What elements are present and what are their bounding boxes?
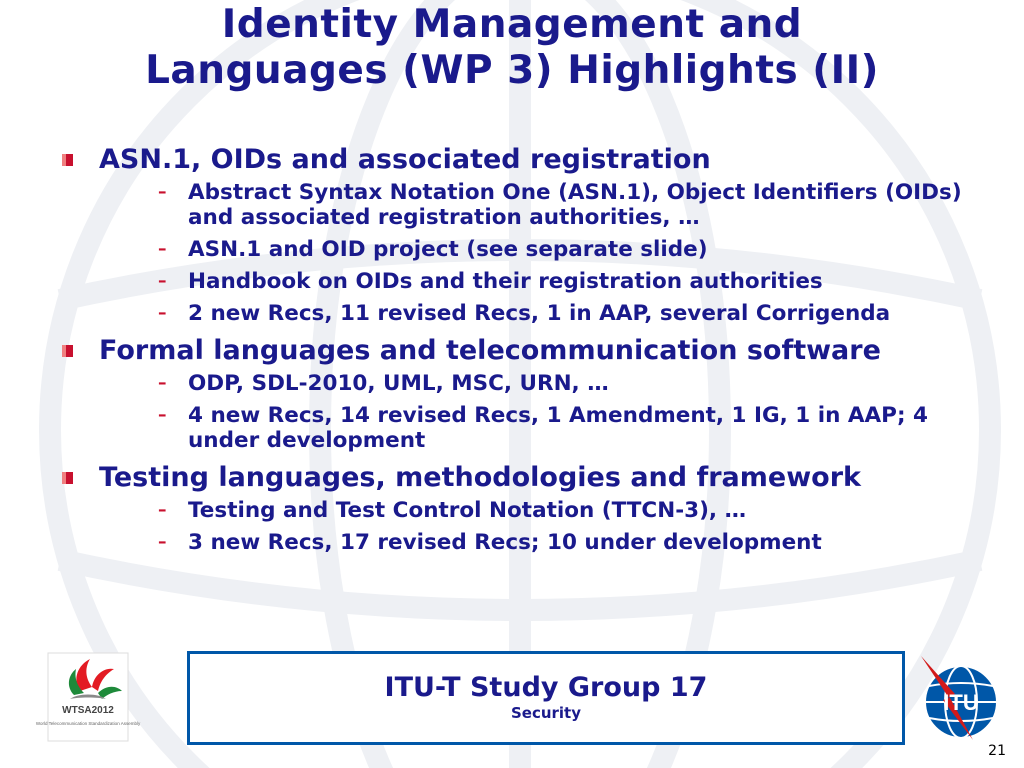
dash-marker: –: [158, 500, 167, 520]
dash-marker: –: [158, 405, 167, 425]
square-bullet-icon: [62, 345, 73, 357]
dash-marker: –: [158, 182, 167, 202]
sub-item: [99, 530, 995, 555]
sub-text: Handbook on OIDs and their registration authorities: [188, 269, 823, 294]
footer-banner: [187, 651, 905, 745]
dash-marker: –: [158, 239, 167, 259]
sub-item: [99, 269, 995, 294]
sub-list: [99, 180, 995, 326]
sub-item: [99, 237, 995, 262]
sub-text: ASN.1 and OID project (see separate slide): [188, 237, 708, 262]
sub-text: 2 new Recs, 11 revised Recs, 1 in AAP, several Corrigenda: [188, 301, 891, 326]
square-bullet-icon: [62, 472, 73, 484]
bullet-text: Testing languages, methodologies and framework: [99, 462, 861, 493]
sub-text: ODP, SDL-2010, UML, MSC, URN, …: [188, 371, 609, 396]
sub-text: 3 new Recs, 17 revised Recs; 10 under development: [188, 530, 822, 555]
bullet-text: Formal languages and telecommunication software: [99, 335, 881, 366]
sub-list: [99, 498, 995, 555]
dash-marker: –: [158, 303, 167, 323]
footer-subtitle: Security: [510, 704, 582, 722]
itu-logo: [915, 650, 1005, 746]
square-bullet-icon: [62, 154, 73, 166]
sub-item: [99, 180, 995, 230]
itu-logo-text: ITU: [943, 690, 979, 715]
sub-item: [99, 498, 995, 523]
page-number: 21: [988, 743, 1006, 759]
dash-marker: –: [158, 532, 167, 552]
footer-title: ITU-T Study Group 17: [384, 672, 708, 703]
sub-item: [99, 371, 995, 396]
dash-marker: –: [158, 373, 167, 393]
bullet-item: [55, 144, 995, 326]
sub-text: Testing and Test Control Notation (TTCN-3), …: [188, 498, 747, 523]
slide-title: [0, 2, 1024, 94]
title-line-1: Identity Management and: [221, 2, 803, 47]
sub-text: Abstract Syntax Notation One (ASN.1), Object Identifiers (OIDs) and associated registration authorities, …: [188, 180, 962, 230]
sub-item: [99, 301, 995, 326]
sub-list: [99, 371, 995, 453]
bullet-item: [55, 335, 995, 453]
bullet-text: ASN.1, OIDs and associated registration: [99, 144, 711, 175]
wtsa-logo-sub: World Telecommunication Standardization Assembly: [35, 721, 141, 726]
sub-item: [99, 403, 995, 453]
wtsa2012-logo: [35, 653, 141, 741]
bullet-item: [55, 462, 995, 555]
title-line-2: Languages (WP 3) Highlights (II): [145, 48, 879, 93]
dash-marker: –: [158, 271, 167, 291]
sub-text: 4 new Recs, 14 revised Recs, 1 Amendment, 1 IG, 1 in AAP; 4 under development: [188, 403, 928, 453]
wtsa-logo-text: WTSA2012: [62, 705, 114, 716]
bullet-list: [55, 140, 995, 555]
